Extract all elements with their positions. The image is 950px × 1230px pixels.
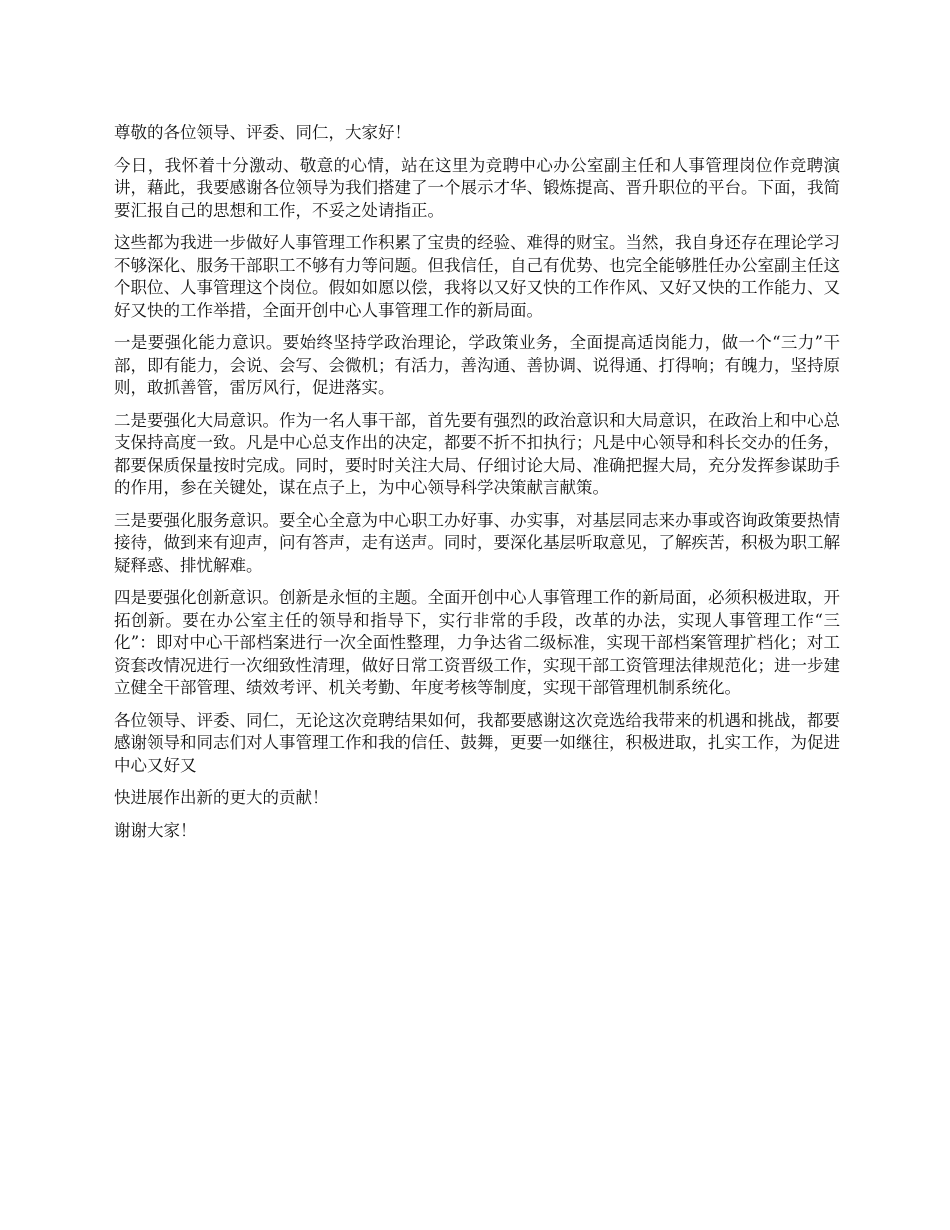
paragraph-innovation: 四是要强化创新意识。创新是永恒的主题。全面开创中心人事管理工作的新局面，必须积极进取，开拓创新。要在办公室主任的领导和指导下，实行非常的手段，改革的办法，实现人事管理工作“三化”：即对中心干部档案进行一次全面性整理，力争达省二级标准，实现干部档案管理扩档化；对工资套改情况进行一次细致性清理，做好日常工资晋级工作，实现干部工资管理法律规范化；进一步建立健全干部管理、绩效考评、机关考勤、年度考核等制度，实现干部管理机制系统化。 bbox=[114, 588, 840, 697]
paragraph-thanks: 谢谢大家！ bbox=[114, 820, 197, 840]
paragraph-big-picture: 二是要强化大局意识。作为一名人事干部，首先要有强烈的政治意识和大局意识，在政治上和中心总支保持高度一致。凡是中心总支作出的决定，都要不折不扣执行；凡是中心领导和科长交办的任务，都要保质保量按时完成。同时，要时时关注大局、仔细讨论大局、准确把握大局，充分发挥参谋助手的作用，参在关键处，谋在点子上，为中心领导科学决策献言献策。 bbox=[114, 410, 840, 497]
document-body bbox=[114, 122, 840, 852]
paragraph-ability: 一是要强化能力意识。要始终坚持学政治理论，学政策业务，全面提高适岗能力，做一个“三力”干部，即有能力，会说、会写、会微机；有活力，善沟通、善协调、说得通、打得响；有魄力，坚持原则，敢抓善管，雷厉风行，促进落实。 bbox=[114, 333, 840, 397]
paragraph-closing-continued: 快进展作出新的更大的贡献！ bbox=[114, 788, 329, 807]
paragraph-intro: 今日，我怀着十分激动、敬意的心情，站在这里为竞聘中心办公室副主任和人事管理岗位作竞聘演讲，藉此，我要感谢各位领导为我们搭建了一个展示才华、锻炼提高、晋升职位的平台。下面，我简要汇报自己的思想和工作，不妥之处请指正。 bbox=[114, 155, 840, 220]
paragraph-service: 三是要强化服务意识。要全心全意为中心职工办好事、办实事，对基层同志来办事或咨询政策要热情接待，做到来有迎声，问有答声，走有送声。同时，要深化基层听取意见，了解疾苦，积极为职工解疑释惑、排忧解难。 bbox=[114, 510, 840, 575]
paragraph-closing: 各位领导、评委、同仁，无论这次竞聘结果如何，我都要感谢这次竞选给我带来的机遇和挑战，都要感谢领导和同志们对人事管理工作和我的信任、鼓舞，更要一如继往，积极进取，扎实工作，为促进中心又好又 bbox=[114, 710, 840, 775]
paragraph-greeting: 尊敬的各位领导、评委、同仁，大家好！ bbox=[114, 123, 411, 142]
paragraph-experience: 这些都为我进一步做好人事管理工作积累了宝贵的经验、难得的财宝。当然，我自身还存在理论学习不够深化、服务干部职工不够有力等问题。但我信任，自己有优势、也完全能够胜任办公室副主任这个职位、人事管理这个岗位。假如如愿以偿，我将以又好又快的工作作风、又好又快的工作能力、又好又快的工作举措，全面开创中心人事管理工作的新局面。 bbox=[114, 233, 840, 320]
